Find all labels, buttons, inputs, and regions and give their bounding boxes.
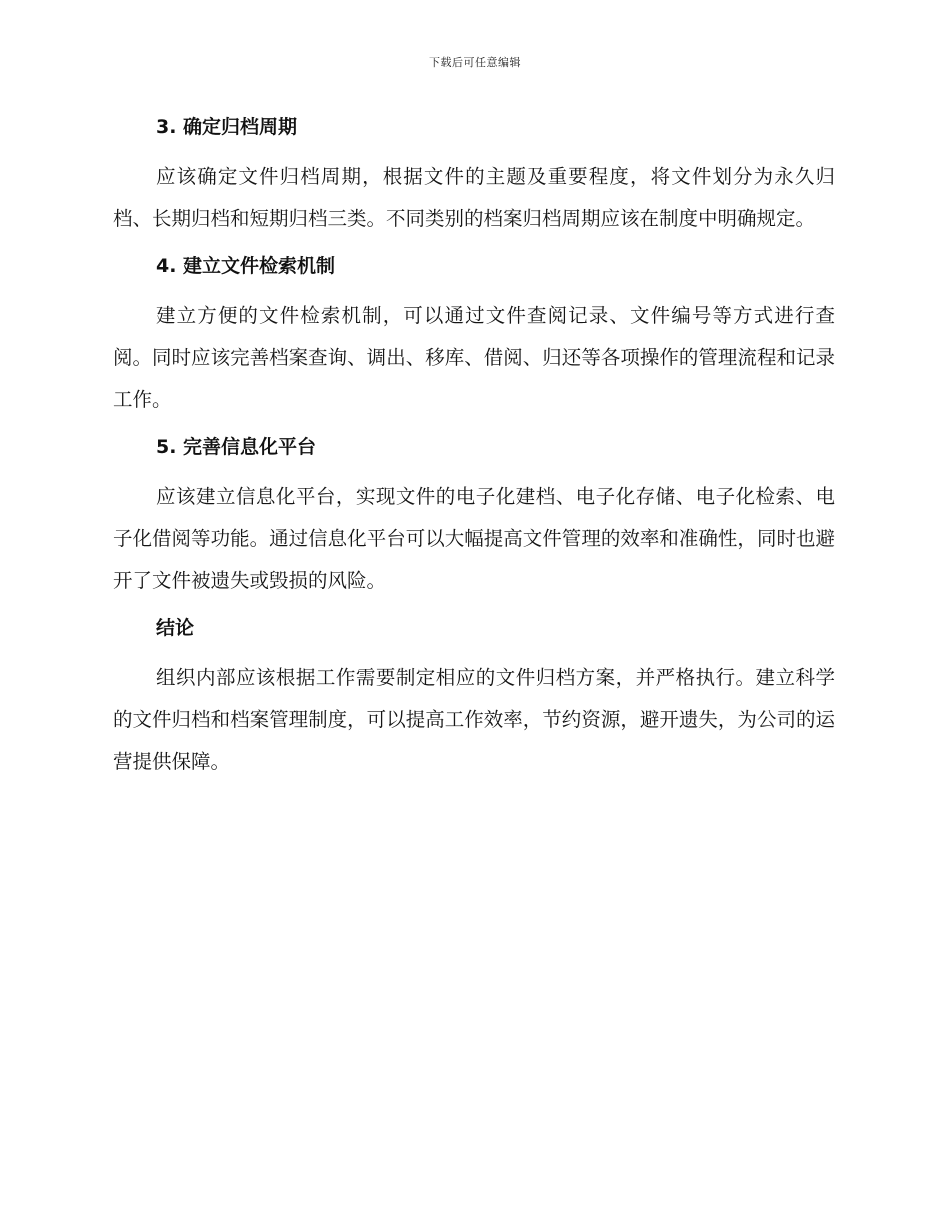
section-heading: 4. 建立文件检索机制 [156,255,336,277]
section-paragraph: 建立方便的文件检索机制，可以通过文件查阅记录、文件编号等方式进行查阅。同时应该完善档案查询、调出、移库、借阅、归还等各项操作的管理流程和记录工作。 [113,304,835,411]
section-conclusion [113,614,835,783]
section-paragraph: 组织内部应该根据工作需要制定相应的文件归档方案，并严格执行。建立科学的文件归档和档案管理制度，可以提高工作效率，节约资源，避开遗失，为公司的运营提供保障。 [113,666,835,773]
section-paragraph: 应该建立信息化平台，实现文件的电子化建档、电子化存储、电子化检索、电子化借阅等功能。通过信息化平台可以大幅提高文件管理的效率和准确性，同时也避开了文件被遗失或毁损的风险。 [113,485,835,592]
section-paragraph: 应该确定文件归档周期，根据文件的主题及重要程度，将文件划分为永久归档、长期归档和短期归档三类。不同类别的档案归档周期应该在制度中明确规定。 [113,165,835,230]
section-heading: 3. 确定归档周期 [156,116,298,138]
section-heading: 5. 完善信息化平台 [156,436,317,458]
section-retention-period [113,113,835,252]
header-note: 下载后可任意编辑 [429,56,521,69]
section-information-platform [113,433,835,614]
section-heading: 结论 [156,617,195,639]
document-body [113,113,835,783]
section-retrieval-mechanism [113,252,835,433]
